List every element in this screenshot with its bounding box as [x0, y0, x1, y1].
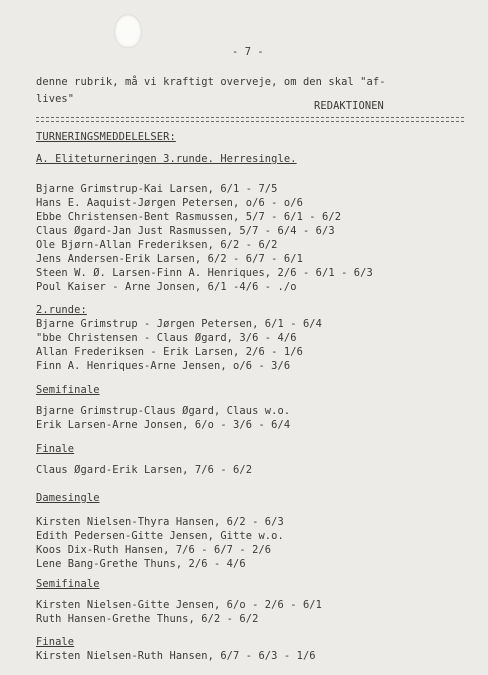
match-result: Poul Kaiser - Arne Jonsen, 6/1 -4/6 - ./o [36, 281, 297, 293]
round-heading: Finale [36, 636, 75, 648]
match-result: Erik Larsen-Arne Jonsen, 6/o - 3/6 - 6/4 [36, 419, 291, 431]
page-number: - 7 - [232, 46, 264, 58]
round-heading: Semifinale [36, 578, 100, 590]
match-result: Claus Øgard-Erik Larsen, 7/6 - 6/2 [36, 464, 253, 476]
section-subheading: A. Eliteturneringen 3.runde. Herresingle. [36, 153, 297, 165]
divider-line [36, 117, 464, 118]
intro-line-2: lives" [36, 93, 75, 105]
match-result: Lene Bang-Grethe Thuns, 2/6 - 4/6 [36, 558, 246, 570]
round-heading: Finale [36, 443, 75, 455]
signature: REDAKTIONEN [314, 100, 384, 112]
match-result: Finn A. Henriques-Arne Jensen, o/6 - 3/6 [36, 360, 291, 372]
round-heading: Damesingle [36, 492, 100, 504]
match-result: Ebbe Christensen-Bent Rasmussen, 5/7 - 6/1 - 6/2 [36, 211, 342, 223]
punch-hole [114, 14, 142, 48]
match-result: Ole Bjørn-Allan Frederiksen, 6/2 - 6/2 [36, 239, 278, 251]
match-result: Koos Dix-Ruth Hansen, 7/6 - 6/7 - 2/6 [36, 544, 272, 556]
match-result: Steen W. Ø. Larsen-Finn A. Henriques, 2/6 - 6/1 - 6/3 [36, 267, 373, 279]
match-result: Bjarne Grimstrup-Kai Larsen, 6/1 - 7/5 [36, 183, 278, 195]
match-result: Kirsten Nielsen-Gitte Jensen, 6/o - 2/6 - 6/1 [36, 599, 323, 611]
match-result: Bjarne Grimstrup - Jørgen Petersen, 6/1 - 6/4 [36, 318, 323, 330]
match-result: Kirsten Nielsen-Thyra Hansen, 6/2 - 6/3 [36, 516, 284, 528]
match-result: Hans E. Aaquist-Jørgen Petersen, o/6 - o/6 [36, 197, 303, 209]
round-heading: Semifinale [36, 384, 100, 396]
match-result: Bjarne Grimstrup-Claus Øgard, Claus w.o. [36, 405, 291, 417]
round-heading: 2.runde: [36, 304, 87, 316]
match-result: "bbe Christensen - Claus Øgard, 3/6 - 4/6 [36, 332, 297, 344]
intro-line-1: denne rubrik, må vi kraftigt overveje, om den skal "af- [36, 76, 386, 88]
section-heading: TURNERINGSMEDDELELSER: [36, 131, 176, 143]
match-result: Edith Pedersen-Gitte Jensen, Gitte w.o. [36, 530, 284, 542]
match-result: Ruth Hansen-Grethe Thuns, 6/2 - 6/2 [36, 613, 259, 625]
divider-line [36, 121, 464, 122]
match-result: Allan Frederiksen - Erik Larsen, 2/6 - 1/6 [36, 346, 303, 358]
match-result: Jens Andersen-Erik Larsen, 6/2 - 6/7 - 6/1 [36, 253, 303, 265]
match-result: Claus Øgard-Jan Just Rasmussen, 5/7 - 6/4 - 6/3 [36, 225, 335, 237]
match-result: Kirsten Nielsen-Ruth Hansen, 6/7 - 6/3 - 1/6 [36, 650, 316, 662]
